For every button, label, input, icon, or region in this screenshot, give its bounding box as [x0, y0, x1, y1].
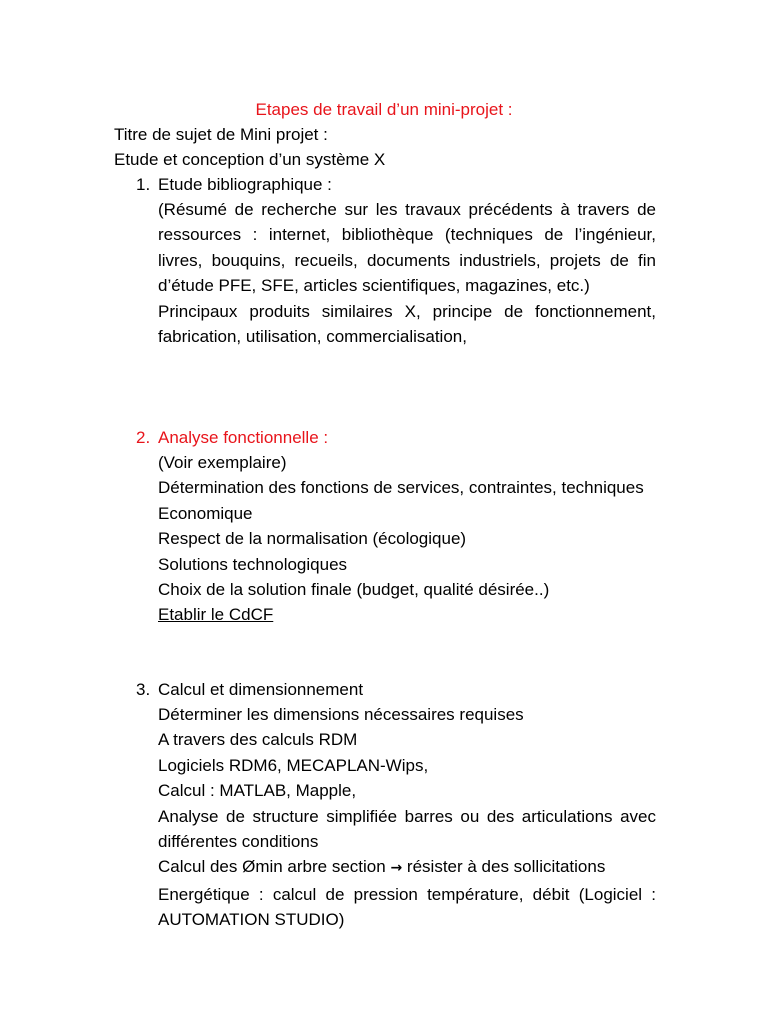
right-arrow-icon: → — [390, 860, 403, 877]
section-2-heading — [136, 425, 328, 450]
calc-line-start: Calcul des Ømin arbre section — [158, 857, 386, 877]
section-1-body — [158, 197, 656, 349]
section-1-paragraph: Principaux produits similaires X, principe de fonctionnement, fabrication, utilisation, commercialisation, — [158, 301, 656, 347]
section-3-title: Calcul et dimensionnement — [158, 680, 364, 699]
section-3-paragraph: Analyse de structure simplifiée barres ou des articulations avec différentes conditions — [158, 806, 656, 852]
subject-title: Etude et conception d’un système X — [114, 150, 386, 169]
section-3-body — [158, 702, 656, 933]
section-3-heading — [136, 677, 363, 702]
section-3-paragraph: Calcul : MATLAB, Mapple, — [158, 781, 357, 801]
section-2-paragraph: (Voir exemplaire) — [158, 453, 287, 472]
subject-label: Titre de sujet de Mini projet : — [114, 125, 328, 144]
section-3-paragraph: A travers des calculs RDM — [158, 730, 358, 750]
section-2-paragraph: Choix de la solution finale (budget, qualité désirée..) — [158, 580, 550, 600]
section-1-number: 1. — [136, 175, 151, 194]
section-3-paragraph: Logiciels RDM6, MECAPLAN-Wips, — [158, 755, 429, 775]
section-3-paragraph: Déterminer les dimensions nécessaires requises — [158, 705, 524, 724]
section-2-title: Analyse fonctionnelle : — [158, 428, 329, 447]
section-2-paragraph: Economique — [158, 503, 253, 523]
document-title: Etapes de travail d’un mini-projet : — [255, 100, 513, 119]
section-2-paragraph: Solutions technologiques — [158, 554, 348, 574]
section-2-paragraph: Détermination des fonctions de services, contraintes, techniques — [158, 478, 644, 498]
section-1-paragraph: (Résumé de recherche sur les travaux précédents à travers de ressources : internet, bibliothèque (techniques de l’ingénieur, livres, bouquins, recueils, documents industriels, projets de fin d’étude PFE, SFE, articles scientifiques, magazines, etc.) — [158, 200, 656, 296]
section-1-heading — [136, 172, 332, 197]
section-2-number: 2. — [136, 428, 151, 447]
calc-line-end: résister à des sollicitations — [406, 857, 606, 877]
establish-cdcf-link[interactable]: Etablir le CdCF — [158, 605, 274, 625]
section-3-paragraph: Energétique : calcul de pression température, débit (Logiciel : AUTOMATION STUDIO) — [158, 884, 656, 930]
section-2-paragraph: Respect de la normalisation (écologique) — [158, 529, 467, 549]
calc-line — [158, 854, 656, 881]
section-1-title: Etude bibliographique : — [158, 175, 332, 194]
section-3-number: 3. — [136, 680, 151, 699]
section-2-body — [158, 450, 656, 628]
